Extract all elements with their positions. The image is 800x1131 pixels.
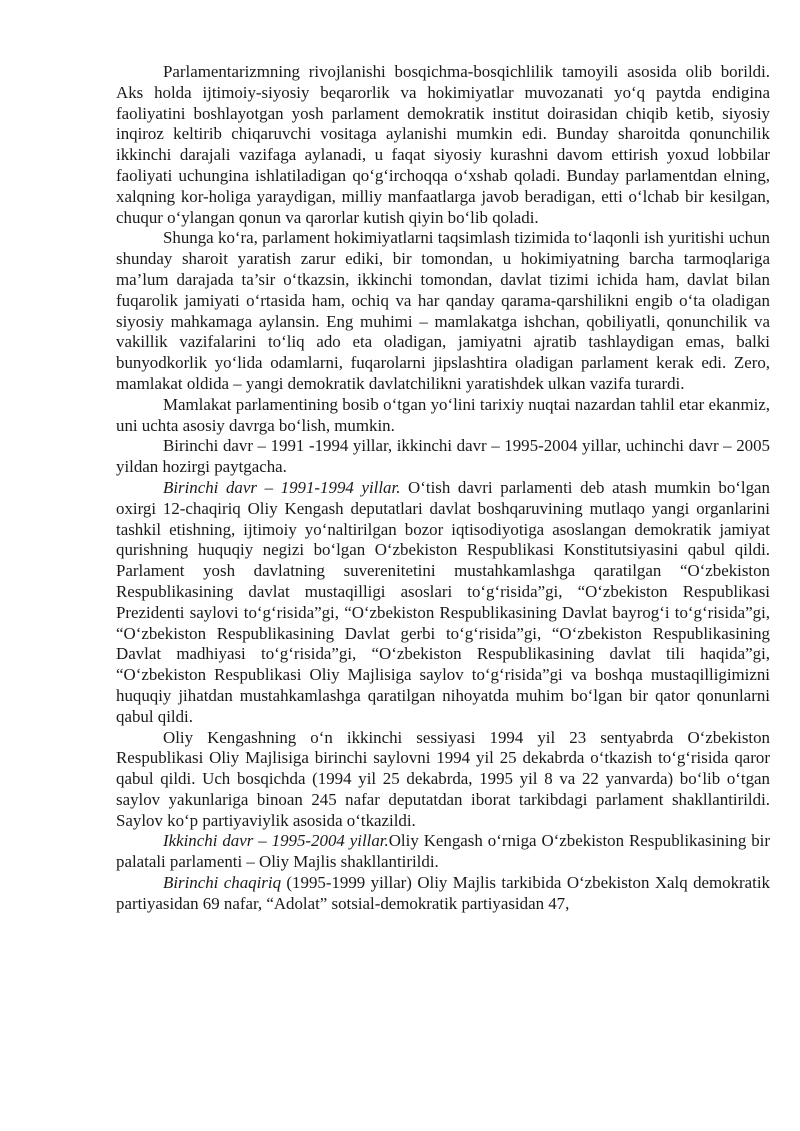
paragraph-5 bbox=[116, 478, 770, 728]
paragraph-text: Birinchi davr – 1991 -1994 yillar, ikkinchi davr – 1995-2004 yillar, uchinchi davr – 2005 yildan hozirgi paytgacha. bbox=[116, 436, 770, 477]
paragraph-text: Shunga ko‘ra, parlament hokimiyatlarni taqsimlash tizimida to‘laqonli ish yuritishi uchun shunday sharoit yaratish zarur ediki, bir tomondan, u hokimiyatning barcha tarmoqlariga ma’lum darajada ta’sir o‘tkazsin, ikkinchi tomondan, davlat tizimi ichida ham, davlat bilan fuqarolik jamiyati o‘rtasida ham, ochiq va har qanday qarama-qarshilikni engib o‘ta oladigan siyosiy mahkamaga aylansin. Eng muhimi – mamlakatga ishchan, qobiliyatli, qonunchilik va vakillik vazifalarini to‘liq ado eta oladigan, jamiyatni ajratib tashlaydigan emas, balki bunyodkorlik yo‘lida odamlarni, fuqarolarni jipslashtira oladigan parlament kerak edi. Zero, mamlakat oldida – yangi demokratik davlatchilikni yaratishdek ulkan vazifa turardi. bbox=[116, 228, 770, 393]
paragraph-7 bbox=[116, 831, 770, 873]
paragraph-6 bbox=[116, 728, 770, 832]
paragraph-1 bbox=[116, 62, 770, 228]
paragraph-2 bbox=[116, 228, 770, 394]
paragraph-italic-lead: Ikkinchi davr – 1995-2004 yillar. bbox=[163, 831, 389, 851]
paragraph-italic-lead: Birinchi chaqiriq bbox=[163, 873, 282, 893]
paragraph-text: (1995-1999 yillar) Oliy Majlis tarkibida O‘zbekiston Xalq demokratik partiyasidan 69 nafar, “Adolat” sotsial-demokratik partiyasidan 47, bbox=[116, 873, 770, 913]
paragraph-text: Oliy Kengash o‘rniga O‘zbekiston Respublikasining bir palatali parlamenti – Oliy Majlis shakllantirildi. bbox=[116, 831, 770, 872]
paragraph-text: Oliy Kengashning o‘n ikkinchi sessiyasi 1994 yil 23 sentyabrda O‘zbekiston Respublikasi Oliy Majlisiga birinchi saylovni 1994 yil 25 dekabrda o‘tkazish to‘g‘risida qaror qabul qildi. Uch bosqichda (1994 yil 25 dekabrda, 1995 yil 8 va 22 yanvarda) bo‘lib o‘tgan saylov yakunlariga binoan 245 nafar deputatdan iborat tarkibdagi parlament shakllantirildi. Saylov ko‘p partiyaviylik asosida o‘tkazildi. bbox=[116, 727, 770, 830]
paragraph-3 bbox=[116, 395, 770, 437]
paragraph-text: Parlamentarizmning rivojlanishi bosqichma-bosqichlilik tamoyili asosida olib borildi. Aks holda ijtimoiy-siyosiy beqarorlik va hokimiyatlar muvozanati yo‘q paytda endigina faoliyatini boshlayotgan yosh parlament demokratik institut doirasidan chiqib ketib, siyosiy inqiroz keltirib chiqaruvchi vositaga aylanishi mumkin edi. Bunday sharoitda qonunchilik ikkinchi darajali vazifaga aylanadi, u faqat siyosiy kurashni davom ettirish yoxud lobbilar faoliyati uchungina ishlatiladigan qo‘g‘irchoqqa o‘xshab qoladi. Bunday parlamentdan elning, xalqning kor-holiga yaraydigan, milliy manfaatlarga javob beradigan, etti o‘lchab bir kesilgan, chuqur o‘ylangan qonun va qarorlar kutish qiyin bo‘lib qoladi. bbox=[116, 62, 770, 227]
paragraph-text: Mamlakat parlamentining bosib o‘tgan yo‘lini tarixiy nuqtai nazardan tahlil etar ekanmiz, uni uchta asosiy davrga bo‘lish, mumkin. bbox=[116, 394, 770, 435]
paragraph-text: O‘tish davri parlamenti deb atash mumkin bo‘lgan oxirgi 12-chaqiriq Oliy Kengash deputatlari davlat boshqaruvining mutlaqo yangi organlarini tashkil etishning, ijtimoiy yo‘naltirilgan bozor iqtisodiyotiga asoslangan demokratik jamiyat qurishning huquqiy negizi bo‘lgan O‘zbekiston Respublikasi Konstitutsiyasini qabul qildi. Parlament yosh davlatning suverenitetini mustahkamlashga qaratilgan “O‘zbekiston Respublikasining davlat mustaqilligi asoslari to‘g‘risida”gi, “O‘zbekiston Respublikasi Prezidenti saylovi to‘g‘risida”gi, “O‘zbekiston Respublikasining Davlat bayrog‘i to‘g‘risida”gi, “O‘zbekiston Respublikasining Davlat gerbi to‘g‘risida”gi, “O‘zbekiston Respublikasining Davlat madhiyasi to‘g‘risida”gi, “O‘zbekiston Respublikasining davlat tili haqida”gi, “O‘zbekiston Respublikasi Oliy Majlisiga saylov to‘g‘risida”gi va boshqa mustaqilligimizni huquqiy jihatdan mustahkamlashga qaratilgan nihoyatda muhim bo‘lgan bir qator qonunlarni qabul qildi. bbox=[116, 477, 770, 726]
paragraph-italic-lead: Birinchi davr – 1991-1994 yillar. bbox=[163, 477, 401, 497]
paragraph-8 bbox=[116, 873, 770, 915]
paragraph-4 bbox=[116, 436, 770, 478]
